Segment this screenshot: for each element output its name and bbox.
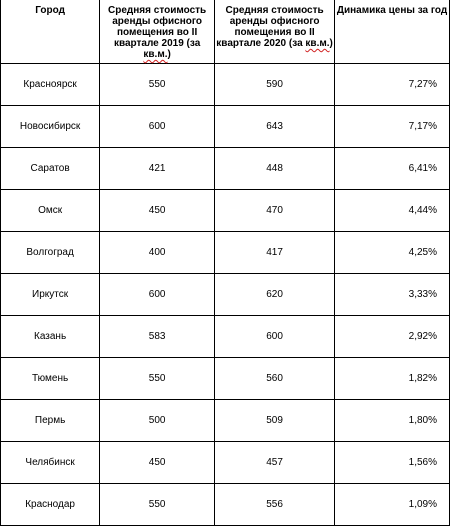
cell-dynamics: 2,92% xyxy=(335,316,450,358)
header-city-label: Город xyxy=(35,5,65,16)
cell-cost-2020: 457 xyxy=(215,442,335,484)
cell-dynamics: 6,41% xyxy=(335,148,450,190)
cell-cost-2020: 448 xyxy=(215,148,335,190)
table-row xyxy=(1,400,450,442)
cell-cost-2019: 421 xyxy=(100,148,215,190)
header-dynamics xyxy=(335,0,450,64)
table-row xyxy=(1,106,450,148)
cell-cost-2020: 620 xyxy=(215,274,335,316)
table-row xyxy=(1,64,450,106)
cell-cost-2020: 590 xyxy=(215,64,335,106)
cell-cost-2019: 450 xyxy=(100,442,215,484)
cell-cost-2019: 450 xyxy=(100,190,215,232)
cell-city: Омск xyxy=(1,190,100,232)
cell-city: Красноярск xyxy=(1,64,100,106)
table-row xyxy=(1,148,450,190)
cell-city: Пермь xyxy=(1,400,100,442)
cell-dynamics: 7,17% xyxy=(335,106,450,148)
cell-city: Челябинск xyxy=(1,442,100,484)
header-cost-2020-close: ) xyxy=(329,38,333,49)
cell-dynamics: 7,27% xyxy=(335,64,450,106)
header-cost-2019-label: Средняя стоимость аренды офисного помещения во II квартале 2019 (за xyxy=(108,5,207,49)
cell-dynamics: 3,33% xyxy=(335,274,450,316)
header-cost-2019-unit: кв.м. xyxy=(143,49,168,60)
cell-dynamics: 4,25% xyxy=(335,232,450,274)
cell-city: Краснодар xyxy=(1,484,100,526)
cell-cost-2019: 500 xyxy=(100,400,215,442)
cell-city: Тюмень xyxy=(1,358,100,400)
header-cost-2020-unit: кв.м. xyxy=(305,38,330,49)
table-row xyxy=(1,484,450,526)
table-row xyxy=(1,316,450,358)
cell-cost-2019: 550 xyxy=(100,484,215,526)
cell-cost-2020: 560 xyxy=(215,358,335,400)
cell-city: Иркутск xyxy=(1,274,100,316)
cell-dynamics: 1,09% xyxy=(335,484,450,526)
cell-cost-2020: 556 xyxy=(215,484,335,526)
cell-cost-2019: 550 xyxy=(100,64,215,106)
header-cost-2020-label: Средняя стоимость аренды офисного помещения во II квартале 2020 (за xyxy=(216,5,324,49)
cell-dynamics: 1,82% xyxy=(335,358,450,400)
cell-city: Новосибирск xyxy=(1,106,100,148)
table-row xyxy=(1,442,450,484)
cell-cost-2020: 600 xyxy=(215,316,335,358)
header-cost-2019-close: ) xyxy=(167,49,171,60)
table-row xyxy=(1,274,450,316)
cell-city: Казань xyxy=(1,316,100,358)
header-cost-2019 xyxy=(100,0,215,64)
cell-cost-2019: 600 xyxy=(100,106,215,148)
cell-cost-2020: 417 xyxy=(215,232,335,274)
cell-cost-2019: 600 xyxy=(100,274,215,316)
cell-cost-2019: 583 xyxy=(100,316,215,358)
cell-dynamics: 1,80% xyxy=(335,400,450,442)
header-dynamics-label: Динамика цены за год xyxy=(336,5,448,16)
table-row xyxy=(1,190,450,232)
cell-cost-2019: 550 xyxy=(100,358,215,400)
table-row xyxy=(1,358,450,400)
cell-city: Волгоград xyxy=(1,232,100,274)
header-cost-2020 xyxy=(215,0,335,64)
cell-cost-2019: 400 xyxy=(100,232,215,274)
cell-city: Саратов xyxy=(1,148,100,190)
cell-cost-2020: 643 xyxy=(215,106,335,148)
table-row xyxy=(1,232,450,274)
cell-cost-2020: 470 xyxy=(215,190,335,232)
cell-cost-2020: 509 xyxy=(215,400,335,442)
header-city xyxy=(1,0,100,64)
table-header-row xyxy=(1,0,450,64)
cell-dynamics: 1,56% xyxy=(335,442,450,484)
cell-dynamics: 4,44% xyxy=(335,190,450,232)
